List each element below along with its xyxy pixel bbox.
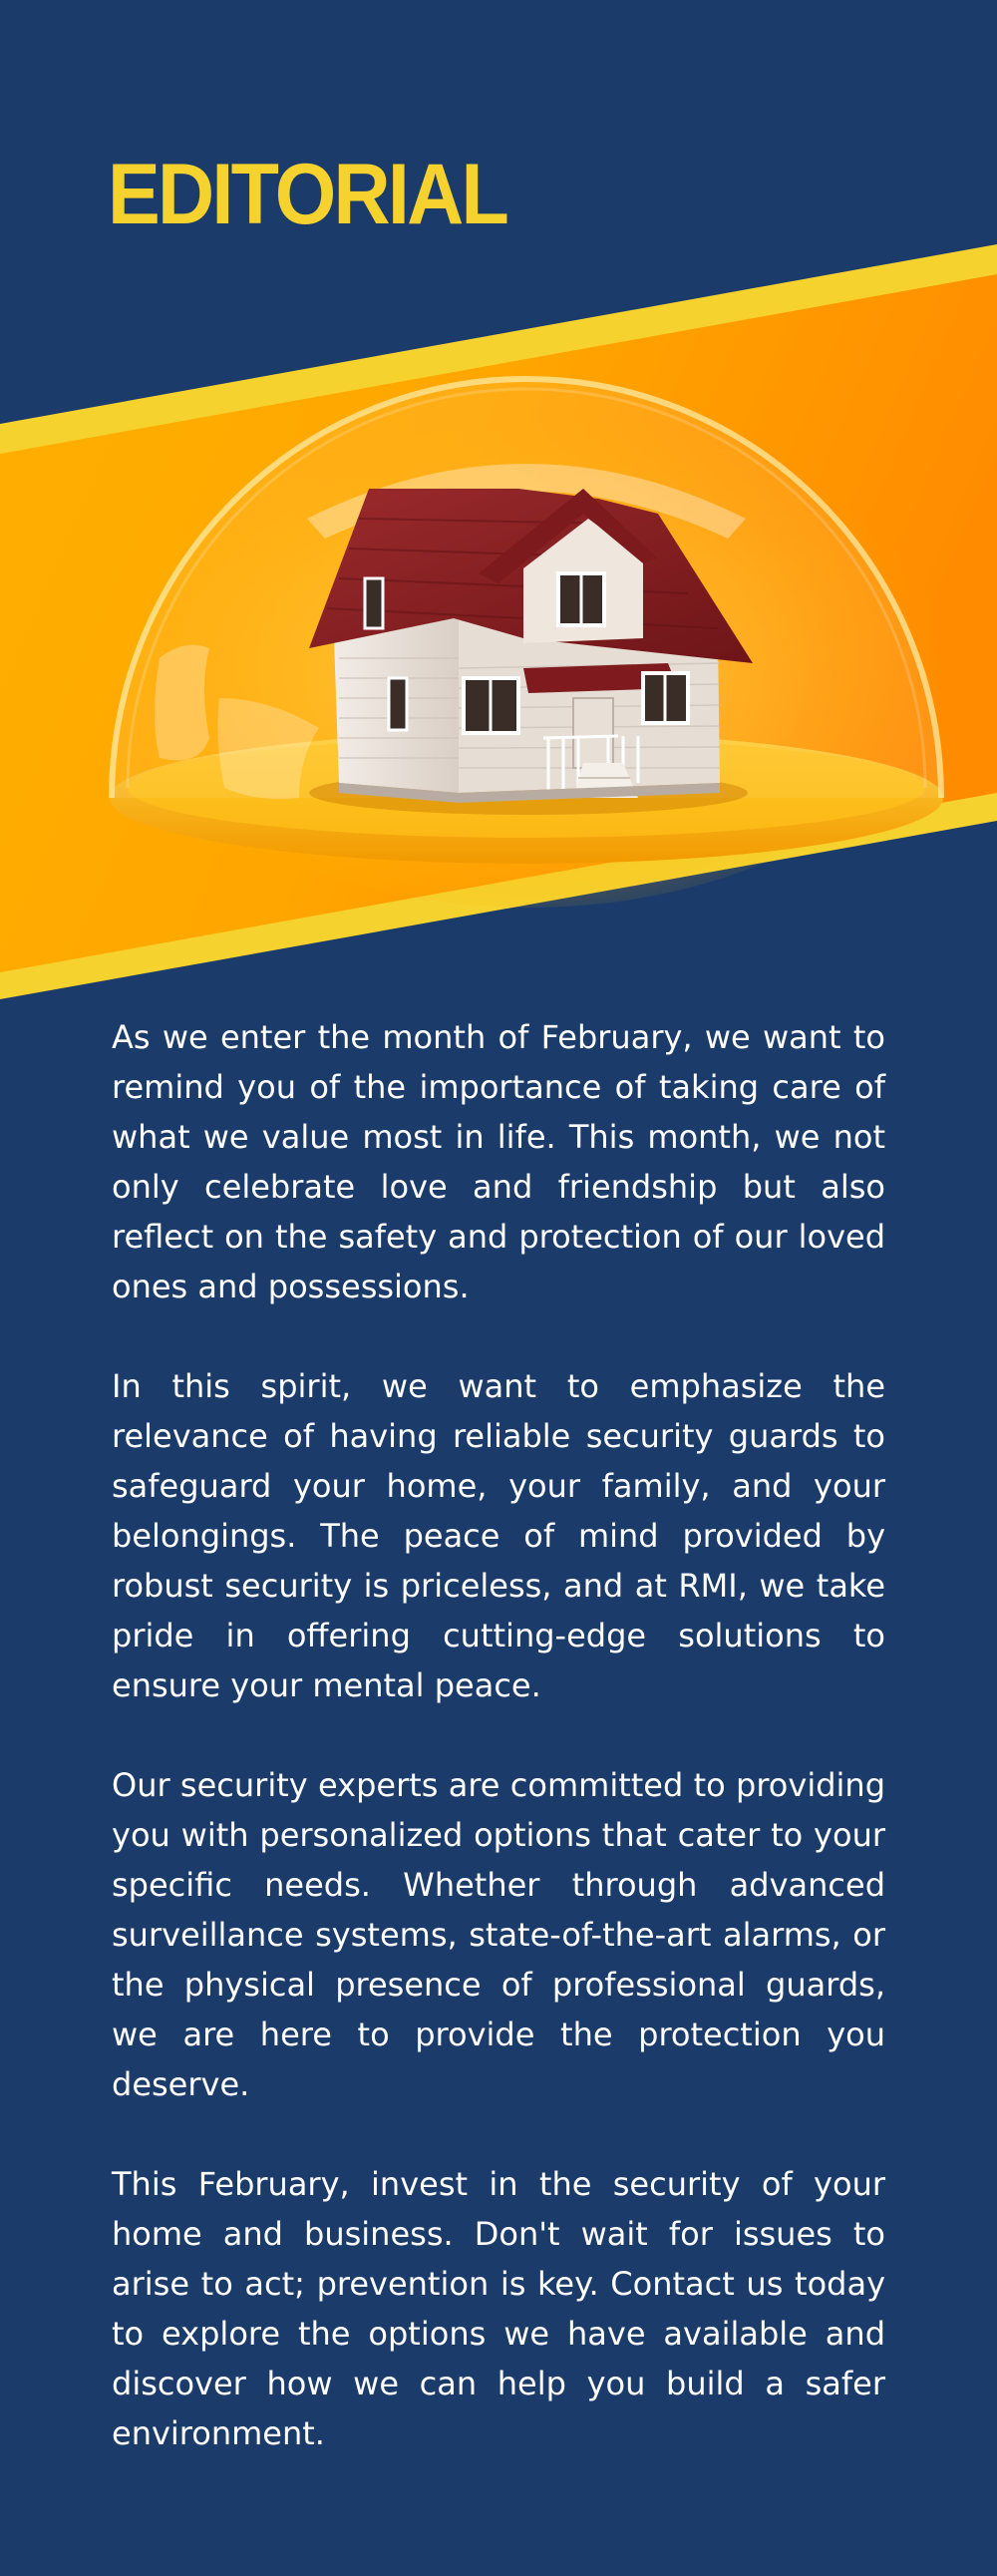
article-paragraph: This February, invest in the security of your home and business. Don't wait for issues to arise to act; prevention is key. Contact us today to explore the options we have available and discover how we can help you build a safer environment. [112, 2165, 885, 2452]
page-title: EDITORIAL [108, 147, 507, 242]
hero-banner [0, 239, 997, 1007]
article-paragraph: In this spirit, we want to emphasize the relevance of having reliable security guards to safeguard your home, your family, and your belongings. The peace of mind provided by robust security is priceless, and at RMI, we take pride in offering cutting-edge solutions to ensure your mental peace. [112, 1367, 885, 1704]
article-body [112, 1012, 885, 2508]
house-window [389, 678, 407, 730]
hero-illustration [0, 239, 997, 1007]
article-paragraph: As we enter the month of February, we want to remind you of the importance of taking care of what we value most in life. This month, we not only celebrate love and friendship but also reflect on the safety and protection of our loved ones and possessions. [112, 1018, 885, 1305]
article-paragraph: Our security experts are committed to providing you with personalized options that cater to your specific needs. Whether through advanced surveillance systems, state-of-the-art alarms, or the physical presence of professional guards, we are here to provide the protection you deserve. [112, 1766, 885, 2103]
